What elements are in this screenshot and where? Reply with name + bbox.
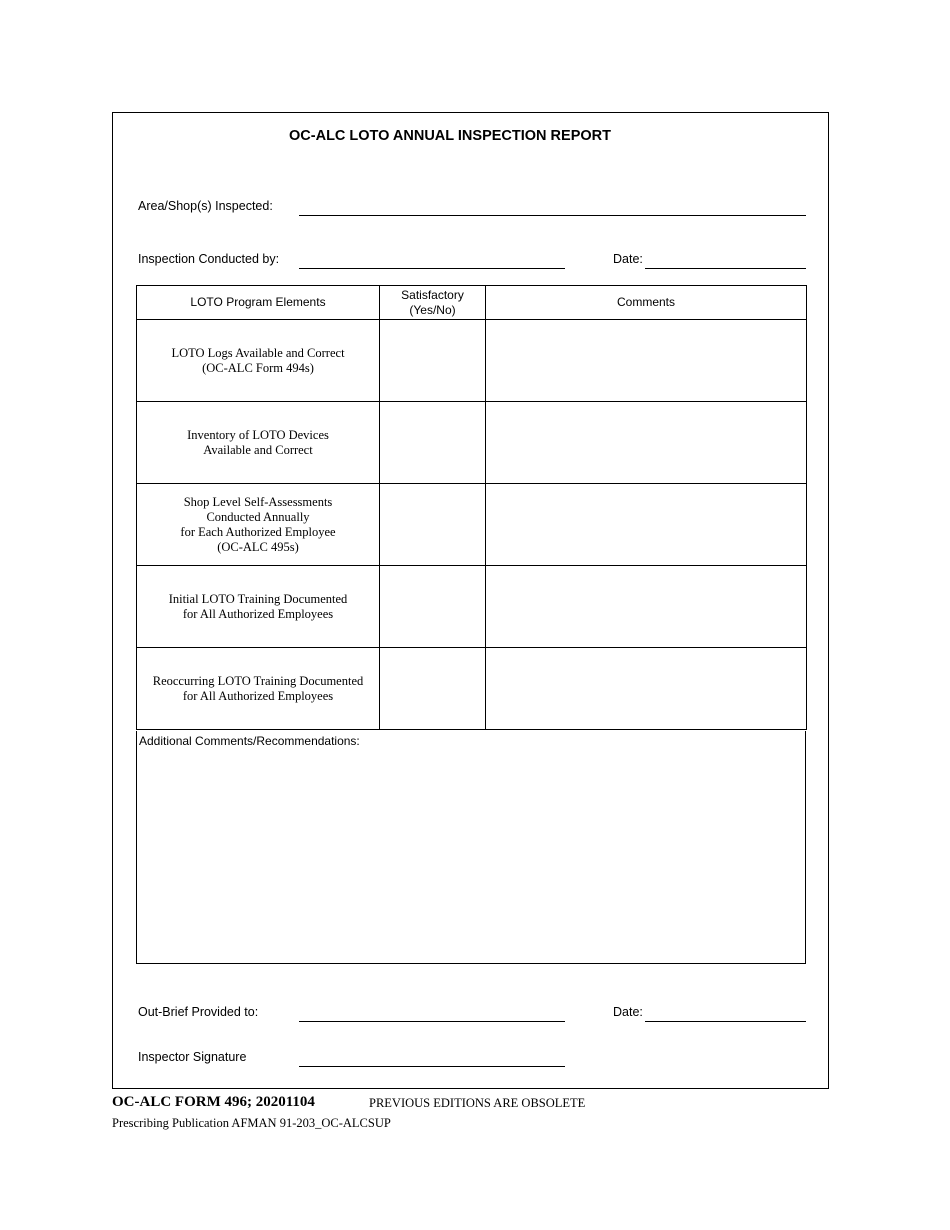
comments-cell[interactable] (486, 648, 807, 730)
header-satisfactory (380, 286, 486, 320)
inspector-signature-field[interactable] (299, 1066, 565, 1067)
element-text-line: Initial LOTO Training Documented (168, 591, 348, 606)
element-text-line: Available and Correct (203, 442, 313, 457)
element-text-line: (OC-ALC Form 494s) (202, 360, 314, 375)
element-cell (137, 484, 380, 566)
element-cell (137, 648, 380, 730)
inspector-signature-label: Inspector Signature (138, 1050, 247, 1064)
table-row (137, 402, 807, 484)
form-number: OC-ALC FORM 496; 20201104 (112, 1094, 315, 1110)
element-cell (137, 320, 380, 402)
table-row (137, 648, 807, 730)
element-cell (137, 402, 380, 484)
element-text-line: LOTO Logs Available and Correct (171, 345, 345, 360)
element-cell (137, 566, 380, 648)
additional-comments-box[interactable] (136, 731, 806, 964)
header-comments: Comments (486, 286, 807, 320)
element-text-line: for All Authorized Employees (182, 606, 334, 621)
comments-cell[interactable] (486, 566, 807, 648)
satisfactory-cell[interactable] (380, 648, 486, 730)
area-shop-field[interactable] (299, 215, 806, 216)
satisfactory-cell[interactable] (380, 320, 486, 402)
element-text-line: Inventory of LOTO Devices (187, 427, 329, 442)
inspection-date-field[interactable] (645, 268, 806, 269)
table-header-row (137, 286, 807, 320)
satisfactory-cell[interactable] (380, 484, 486, 566)
element-text-line: Reoccurring LOTO Training Documented (152, 673, 364, 688)
header-program-elements: LOTO Program Elements (137, 286, 380, 320)
inspection-table (136, 285, 807, 730)
element-text-line: (OC-ALC 495s) (217, 539, 299, 554)
element-text-line: for All Authorized Employees (182, 688, 334, 703)
table-row (137, 566, 807, 648)
header-satisfactory-line1: Satisfactory (401, 287, 464, 302)
satisfactory-cell[interactable] (380, 566, 486, 648)
comments-cell[interactable] (486, 320, 807, 402)
conducted-by-field[interactable] (299, 268, 565, 269)
element-text-line: Conducted Annually (206, 509, 310, 524)
conducted-by-label: Inspection Conducted by: (138, 252, 280, 266)
comments-cell[interactable] (486, 402, 807, 484)
table-row (137, 320, 807, 402)
table-row (137, 484, 807, 566)
out-brief-date-label: Date: (613, 1005, 643, 1019)
obsolete-note: PREVIOUS EDITIONS ARE OBSOLETE (369, 1096, 586, 1110)
additional-comments-label: Additional Comments/Recommendations: (139, 734, 360, 748)
out-brief-date-field[interactable] (645, 1021, 806, 1022)
element-text-line: Shop Level Self-Assessments (183, 494, 333, 509)
area-shop-label: Area/Shop(s) Inspected: (138, 199, 273, 213)
satisfactory-cell[interactable] (380, 402, 486, 484)
prescribing-publication: Prescribing Publication AFMAN 91-203_OC-ALCSUP (112, 1116, 391, 1130)
comments-cell[interactable] (486, 484, 807, 566)
out-brief-field[interactable] (299, 1021, 565, 1022)
inspection-date-label: Date: (613, 252, 643, 266)
header-satisfactory-line2: (Yes/No) (409, 302, 456, 317)
form-title: OC-ALC LOTO ANNUAL INSPECTION REPORT (289, 128, 611, 144)
element-text-line: for Each Authorized Employee (180, 524, 336, 539)
out-brief-label: Out-Brief Provided to: (138, 1005, 259, 1019)
